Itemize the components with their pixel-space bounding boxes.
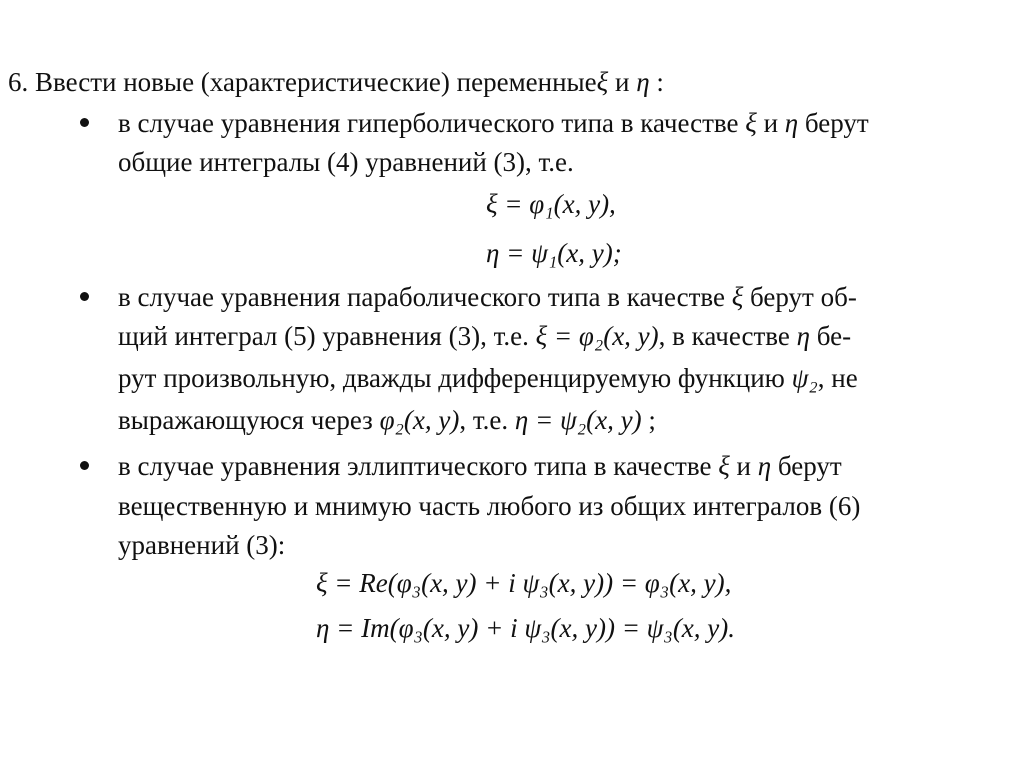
heading-number: 6.: [8, 67, 29, 97]
bullet-1-eta: η: [784, 108, 799, 138]
bullet-2-text-c: щий интеграл (5) уравнения (3), т.е.: [118, 321, 529, 351]
bullet-2-line-4: [118, 404, 656, 436]
bullet-1-dot: [80, 118, 89, 127]
bullet-3-text-b: берут: [777, 451, 842, 481]
bullet-2-xi: ξ: [731, 282, 744, 312]
heading-xi: ξ: [596, 67, 609, 97]
bullet-2-text-h: выражающуюся через: [118, 405, 373, 435]
bullet-2-text-b: берут об-: [750, 282, 857, 312]
bullet-1-line-2: общие интегралы (4) уравнений (3), т.е.: [118, 147, 574, 177]
bullet-2-formula-eta: η = ψ₂(x, y): [514, 405, 642, 435]
heading-eta: η: [636, 67, 650, 97]
bullet-1-formula-1: ξ = φ₁(x, y),: [486, 189, 616, 219]
heading-and: и: [614, 67, 630, 97]
bullet-2-line-3: [118, 362, 858, 394]
bullet-3-formula-1: ξ = Re(φ₃(x, y) + i ψ₃(x, y)) = φ₃(x, y),: [316, 568, 732, 598]
bullet-1-text-a: в случае уравнения гиперболического типа в качестве: [118, 108, 739, 138]
bullet-1-formula-2: η = ψ₁(x, y);: [486, 238, 622, 268]
bullet-3-line-2: вещественную и мнимую часть любого из общих интегралов (6): [118, 491, 861, 521]
bullet-3-line-3: уравнений (3):: [118, 530, 286, 560]
bullet-1-xi: ξ: [745, 108, 757, 138]
bullet-2-line-2: [118, 320, 851, 352]
bullet-3-text-a: в случае уравнения эллиптического типа в качестве: [118, 451, 712, 481]
bullet-2-text-g: , не: [817, 363, 858, 393]
bullet-3-eta: η: [757, 451, 772, 481]
bullet-2-line-1: [118, 281, 857, 313]
heading-colon: :: [656, 67, 664, 97]
bullet-2-text-a: в случае уравнения параболического типа в качестве: [118, 282, 725, 312]
bullet-3-dot: [80, 461, 89, 470]
bullet-2-text-j: ;: [648, 405, 656, 435]
bullet-1-and: и: [763, 108, 779, 138]
bullet-2-dot: [80, 292, 89, 301]
heading-text: Ввести новые (характеристические) переменные: [35, 67, 597, 97]
bullet-3-and: и: [736, 451, 751, 481]
bullet-1-line-1: [118, 107, 869, 139]
bullet-2-psi: ψ₂: [791, 363, 818, 393]
bullet-2-text-e: бе-: [816, 321, 852, 351]
bullet-2-formula-xi: ξ = φ₂(x, y): [535, 321, 659, 351]
bullet-2-phi: φ₂(x, y): [379, 405, 460, 435]
bullet-2-text-d: , в качестве: [658, 321, 790, 351]
bullet-3-line-1: [118, 450, 842, 482]
heading: [8, 66, 664, 98]
bullet-1-text-b: берут: [804, 108, 869, 138]
bullet-3-formula-2: η = Im(φ₃(x, y) + i ψ₃(x, y)) = ψ₃(x, y).: [316, 613, 736, 643]
bullet-3-xi: ξ: [718, 451, 730, 481]
bullet-2-text-i: , т.е.: [459, 405, 509, 435]
bullet-2-text-f: рут произвольную, дважды дифференцируемую функцию: [118, 363, 785, 393]
bullet-2-eta: η: [796, 321, 811, 351]
